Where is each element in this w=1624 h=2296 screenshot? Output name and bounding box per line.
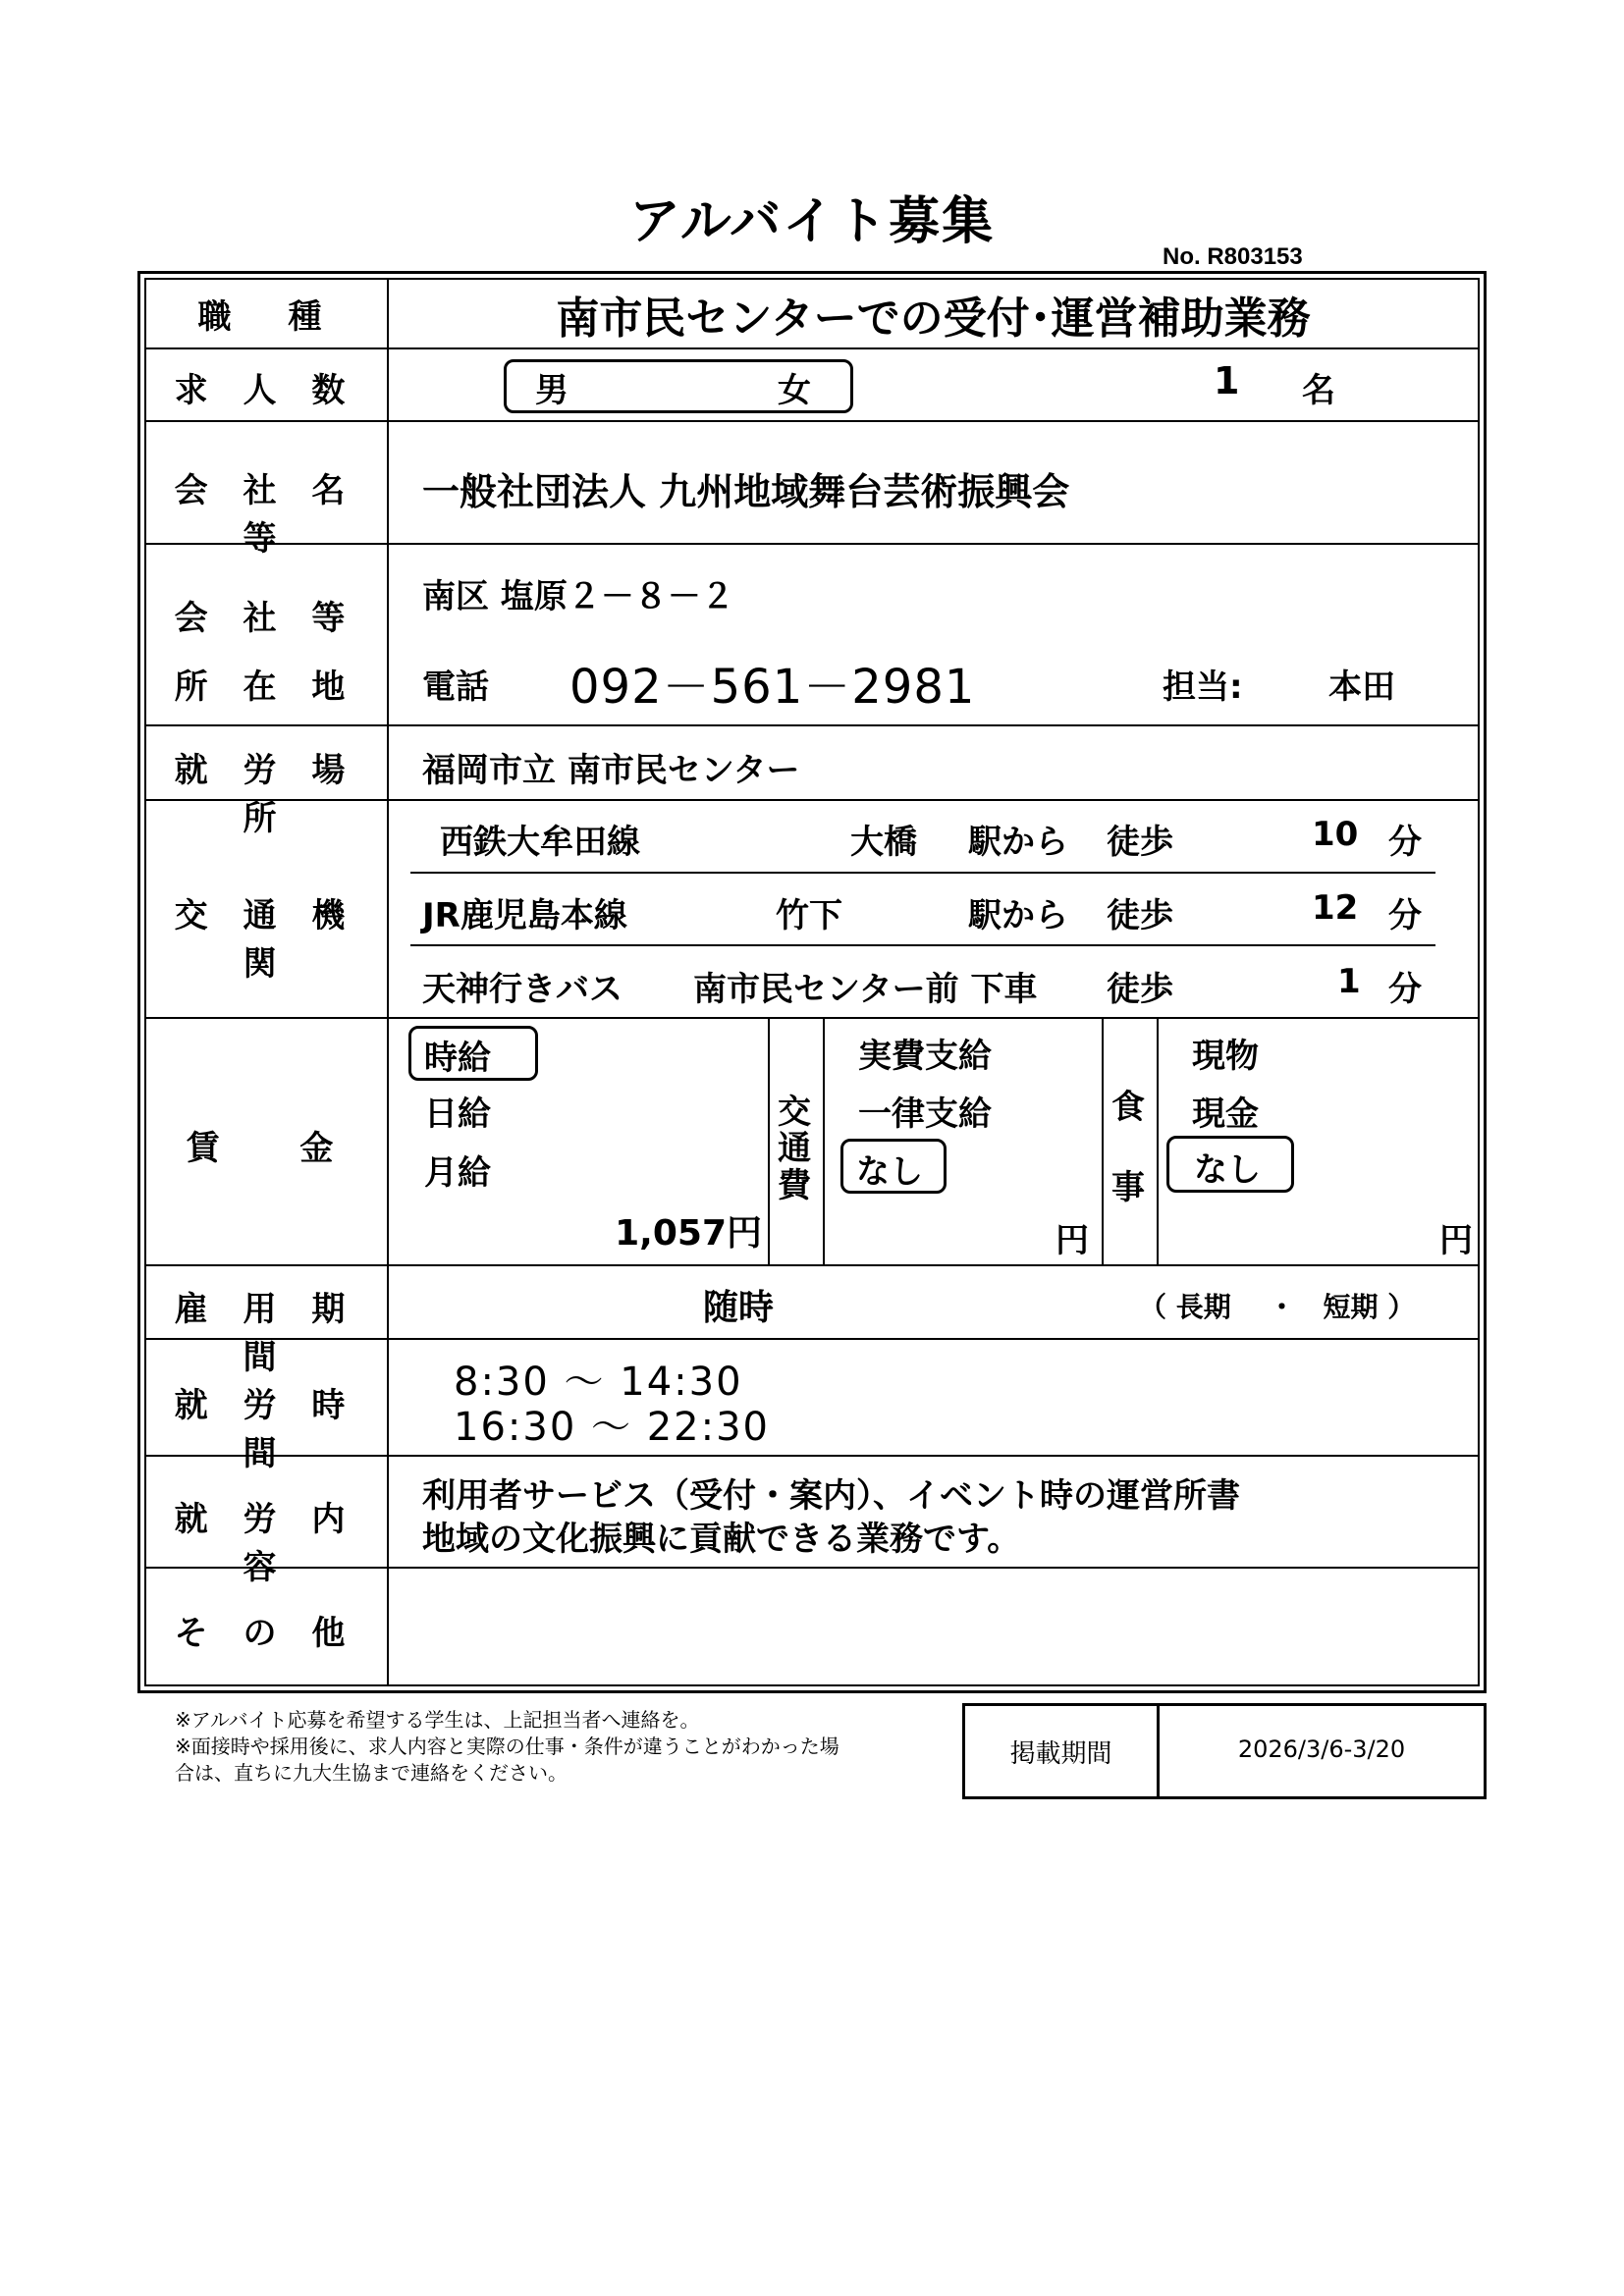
- label-divider: [387, 278, 389, 1686]
- job-label: 職 種: [197, 297, 334, 337]
- wage-label: 賃 金: [186, 1129, 346, 1168]
- transport-fee-option: なし: [856, 1152, 923, 1192]
- note-line: 合は、直ちに九大生協まで連絡をください。: [175, 1761, 568, 1785]
- period-value: 随時: [703, 1288, 775, 1328]
- wage-type-monthly: 月給: [424, 1153, 491, 1193]
- row-divider: [144, 1017, 1480, 1019]
- gender-male: 男: [535, 371, 568, 410]
- wage-divider: [1157, 1017, 1159, 1264]
- wage-type-hourly: 時給: [424, 1039, 491, 1078]
- address-label-2: 所 在 地: [174, 667, 357, 707]
- meal-label-char: 事: [1111, 1168, 1145, 1207]
- job-title: 南市民センターでの受付･運営補助業務: [556, 294, 1311, 344]
- headcount-label: 求 人 数: [174, 371, 357, 410]
- content-label: 就 労 内 容: [174, 1500, 357, 1587]
- transport-subrow-divider: [410, 944, 1435, 946]
- transport-fee-option: 実費支給: [858, 1037, 992, 1076]
- transport-fee-yen: 円: [1056, 1221, 1089, 1260]
- row-divider: [144, 420, 1480, 422]
- wage-divider: [768, 1017, 770, 1264]
- tel-number: 092－561－2981: [569, 660, 976, 715]
- note-line: ※面接時や採用後に、求人内容と実際の仕事・条件が違うことがわかった場: [175, 1735, 839, 1758]
- meal-option: 現金: [1192, 1095, 1259, 1134]
- route-minutes: 12: [1312, 888, 1359, 928]
- route-station: 竹下: [776, 896, 842, 935]
- document-number: No. R803153: [1163, 243, 1303, 270]
- workplace-label: 就 労 場 所: [174, 751, 357, 838]
- meal-yen: 円: [1439, 1221, 1473, 1260]
- route-minutes: 10: [1312, 815, 1359, 854]
- period-terms: （ 長期 ・ 短期 ）: [1139, 1291, 1416, 1323]
- content-line: 利用者サービス（受付・案内）、イベント時の運営所書: [422, 1476, 1240, 1516]
- row-divider: [144, 724, 1480, 726]
- route-walk: 徒歩: [1107, 823, 1173, 862]
- transport-subrow-divider: [410, 872, 1435, 874]
- company-name: 一般社団法人 九州地域舞台芸術振興会: [422, 470, 1070, 513]
- wage-type-daily: 日給: [424, 1095, 491, 1134]
- wage-divider: [1102, 1017, 1104, 1264]
- route-line: 天神行きバス: [422, 970, 623, 1009]
- wage-divider: [823, 1017, 825, 1264]
- row-divider: [144, 347, 1480, 349]
- posting-value: 2026/3/6-3/20: [1237, 1735, 1406, 1763]
- route-unit: 分: [1388, 823, 1422, 862]
- company-label: 会 社 名 等: [174, 471, 357, 559]
- note-line: ※アルバイト応募を希望する学生は、上記担当者へ連絡を。: [175, 1708, 700, 1732]
- route-from: 駅から: [968, 823, 1068, 862]
- route-minutes: 1: [1337, 962, 1361, 1001]
- transport-label: 交 通 機 関: [174, 896, 357, 984]
- other-label: そ の 他: [174, 1614, 357, 1653]
- transport-fee-label-char: 通: [778, 1129, 811, 1168]
- tel-label: 電話: [422, 667, 489, 707]
- address-label-1: 会 社 等: [174, 599, 357, 638]
- workplace-value: 福岡市立 南市民センター: [422, 751, 800, 790]
- content-line: 地域の文化振興に貢献できる業務です。: [422, 1520, 1021, 1559]
- transport-fee-label-char: 交: [778, 1093, 811, 1132]
- meal-option: なし: [1194, 1150, 1261, 1190]
- posting-label: 掲載期間: [1009, 1739, 1112, 1769]
- page-title: アルバイト募集: [628, 192, 996, 251]
- headcount-number: 1: [1214, 359, 1240, 402]
- gender-female: 女: [778, 371, 811, 410]
- route-walk: 徒歩: [1107, 896, 1173, 935]
- route-unit: 分: [1388, 970, 1422, 1009]
- route-unit: 分: [1388, 896, 1422, 935]
- row-divider: [144, 1264, 1480, 1266]
- period-label: 雇 用 期 間: [174, 1290, 357, 1377]
- wage-amount: 1,057円: [615, 1213, 762, 1254]
- address-value: 南区 塩原２－８－２: [422, 577, 734, 616]
- headcount-unit: 名: [1302, 371, 1335, 410]
- route-line: 西鉄大牟田線: [440, 823, 640, 862]
- route-station: 南市民センター前 下車: [693, 970, 1038, 1009]
- transport-fee-option: 一律支給: [858, 1095, 992, 1134]
- meal-label-char: 食: [1111, 1088, 1145, 1127]
- contact-name: 本田: [1328, 667, 1395, 707]
- shift-time: 16:30 ～ 22:30: [454, 1405, 770, 1450]
- route-station: 大橋: [850, 823, 917, 862]
- route-line: JR鹿児島本線: [422, 896, 627, 935]
- transport-fee-label-char: 費: [778, 1166, 811, 1205]
- meal-option: 現物: [1192, 1037, 1259, 1076]
- shift-time: 8:30 ～ 14:30: [454, 1360, 743, 1405]
- hours-label: 就 労 時 間: [174, 1386, 357, 1473]
- route-from: 駅から: [968, 896, 1068, 935]
- contact-label: 担当:: [1163, 667, 1243, 707]
- route-walk: 徒歩: [1107, 970, 1173, 1009]
